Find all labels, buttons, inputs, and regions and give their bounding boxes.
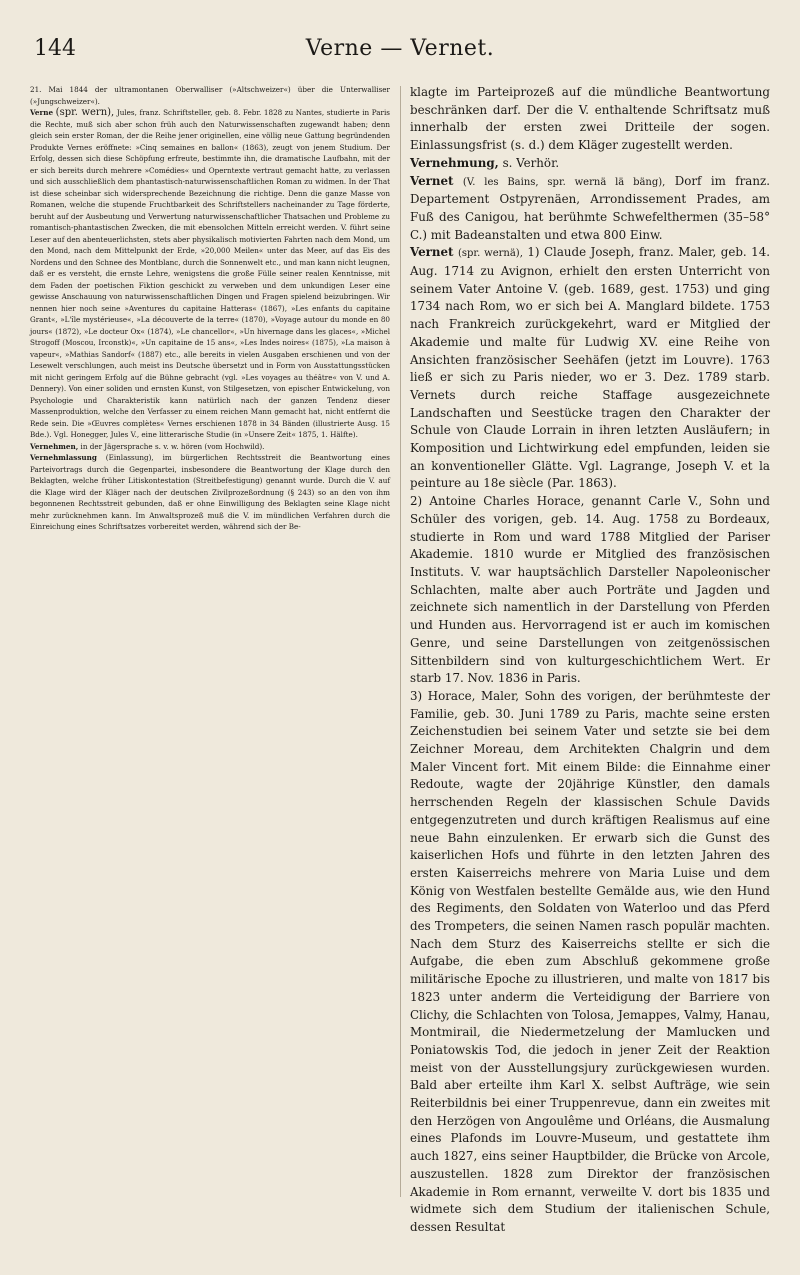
pronunciation: (spr. wern), <box>55 107 115 118</box>
text-columns <box>30 84 770 1237</box>
headword: Vernet <box>410 245 454 260</box>
pronunciation: (spr. wernä), <box>457 248 523 260</box>
right-column <box>410 84 770 1237</box>
headword: Verne <box>30 108 54 117</box>
running-head <box>30 30 770 68</box>
entry-vernehmlassung: Vernehmlassung (Einlassung), im bürgerlichen Rechtsstreit die Beantwortung eines Parteivortrags durch die Gegenpartei, insbesondere die Beantwortung der Klage durch den Beklagten, welche früher Litiskontestation (Streitbefestigung) genannt wurde. Durch die V. auf die Klage wird der Kläger nach der deutschen Zivilprozeßordnung (§ 243) so an den von ihm begonnenen Rechtsstreit gebunden, daß er ohne Einwilligung des Beklagten seine Klage nicht mehr zurücknehmen kann. Im Anwaltsprozeß muß die V. im mündlichen Verfahren durch die Einreichung eines Schriftsatzes vorbereitet werden, während sich der Be- <box>30 453 390 531</box>
paragraph: 21. Mai 1844 der ultramontanen Oberwalliser (»Altschweizer«) über die Unterwalliser (»Jungschweizer«). <box>30 85 390 106</box>
headword: Vernet <box>410 173 454 188</box>
headword: Vernehmlassung <box>30 453 97 462</box>
paragraph: klagte im Parteiprozeß auf die mündliche Beantwortung beschränken darf. Der die V. enthaltende Schriftsatz muß innerhalb der ersten zwei Dritteile der sogen. Einlassungsfrist (s. d.) dem Kläger zugestellt werden. <box>410 85 770 153</box>
column-divider <box>400 86 401 1197</box>
headword: Vernehmen, <box>30 441 79 451</box>
subentry-carle-vernet: 2) Antoine Charles Horace, genannt Carle V., Sohn und Schüler des vorigen, geb. 14. Aug. 1758 zu Bordeaux, studierte in Rom und ward 1788 Mitglied der Pariser Akademie. 1810 wurde er Mitglied des französischen Instituts. V. war hauptsächlich Darsteller Napoleonischer Schlachten, malte aber auch Porträte und Jagden und zeichnete sich namentlich in der Darstellung von Pferden und Hunden aus. Hervorragend ist er auch im komischen Genre, und seine Darstellungen von zeitgenössischen Sittenbildern sind von kulturgeschichtlichem Wert. Er starb 17. Nov. 1836 in Paris. <box>410 494 770 686</box>
subentry-horace-vernet: 3) Horace, Maler, Sohn des vorigen, der berühmteste der Familie, geb. 30. Juni 1789 zu Paris, machte seine ersten Zeichenstudien bei seinem Vater und setzte sie bei dem Zeichner Moreau, dem Architekten Chalgrin und dem Maler Vincent fort. Mit einem Bilde: die Einnahme einer Redoute, wagte der 20jährige Künstler, den damals herrschenden Regeln der klassischen Schule Davids entgegenzutreten und durch kräftigen Realismus auf eine neue Bahn einzulenken. Er erwarb sich die Gunst des kaiserlichen Hofs und führte in den letzten Jahren des ersten Kaiserreichs mehrere von Maria Luise und dem König von Westfalen bestellte Gemälde aus, wie den Hund des Regiments, den Soldaten von Waterloo und das Pferd des Trompeters, die seinen Namen rasch populär machten. Nach dem Sturz des Kaiserreichs stellte er sich die Aufgabe, die eben zum Abschluß gekommene große militärische Epoche zu illustrieren, und malte von 1817 bis 1823 unter anderm die Verteidigung der Barriere von Clichy, die Schlachten von Tolosa, Jemappes, Valmy, Hanau, Montmirail, die Niedermetzelung der Mamlucken und Poniatowskis Tod, die jedoch in jener Zeit der Reaktion meist von der Ausstellungsjury zurückgewiesen wurden. Bald aber erteilte ihm Karl X. selbst Aufträge, wie sein Reiterbildnis bei einer Truppenrevue, dann ein zweites mit den Herzögen von Angoulême und Orléans, die Ausmalung eines Plafonds im Louvre-Museum, und gestattete ihm auch 1827, eins seiner Hauptbilder, die Brücke von Arcole, auszustellen. 1828 zum Direktor der französischen Akademie in Rom ernannt, verweilte V. dort bis 1835 und widmete sich dem Studium der italienischen Schule, dessen Resultat <box>410 688 770 1234</box>
pronunciation: (V. les Bains, spr. wernä lä bäng), <box>462 176 666 188</box>
left-column <box>30 84 390 1237</box>
entry-vernet-painters: Vernet (spr. wernä), 1) Claude Joseph, franz. Maler, geb. 14. Aug. 1714 zu Avignon, erhielt den ersten Unterricht von seinem Vater Antoine V. (geb. 1689, gest. 1753) und ging 1734 nach Rom, wo er sich bei A. Manglard bildete. 1753 nach Frankreich zurückgekehrt, ward er Mitglied der Akademie und malte für Ludwig XV. eine Reihe von Ansichten französischer Seehäfen (jetzt im Louvre). 1763 ließ er sich zu Paris nieder, wo er 3. Dez. 1789 starb. Vernets durch reiche Staffage ausgezeichnete Landschaften und Seestücke tragen den Charakter der Schule von Claude Lorrain in ihren letzten Ausläufern; in Komposition und Lichtwirkung edel empfunden, leiden sie an konventioneller Glätte. Vgl. Lagrange, Joseph V. et la peinture au 18e siècle (Par. 1863). <box>410 245 771 491</box>
headword: Vernehmung, <box>410 155 499 170</box>
entry-vernet-place: Vernet (V. les Bains, spr. wernä lä bäng), Dorf im franz. Departement Ostpyrenäen, Arrondissement Prades, am Fuß des Canigou, hat berühmte Schwefelthermen (35–58° C.) mit Badeanstalten und etwa 800 Einw. <box>410 173 770 242</box>
entry-verne: Verne (spr. wern), Jules, franz. Schriftsteller, geb. 8. Febr. 1828 zu Nantes, studierte in Paris die Rechte, muß sich aber schon früh auch den Naturwissenschaften zugewandt haben; denn gleich sein erster Roman, der die Reihe jener originellen, eine völlig neue Gattung begründenden Produkte Vernes eröffnete: »Cinq semaines en ballon« (1863), zeugt von jenem Studium. Der Erfolg, dessen sich diese Schöpfung erfreute, bestimmte ihn, die dramatische Laufbahn, mit der er sich bereits durch mehrere »Comédies« und Operntexte vertraut gemacht hatte, zu verlassen und sich ausschließlich dem phantastisch-naturwissenschaftlichen Roman zu widmen. In der That ist diese scheinbar sich widersprechende Bezeichnung die richtige. Denn die ganze Masse von Romanen, welche die stupende Fruchtbarkeit des Schriftstellers nacheinander zu Tage förderte, beruht auf der Ausbeutung und Verwertung naturwissenschaftlicher Thatsachen und Probleme zu romantisch-phantastischen Zwecken, die mit ebensolchen Mitteln erreicht werden. V. führt seine Leser auf den abenteuerlichsten, stets aber physikalisch motivierten Fahrten nach dem Mond, um den Mond, nach dem Mittelpunkt der Erde, »20,000 Meilen« unter das Meer, auf das Eis des Nordens und den Schnee des Montblanc, durch die Sonnenwelt etc., und man kann nicht leugnen, daß er es versteht, die ernste Lehre, wenigstens die große Fülle seiner realen Kenntnisse, mit dem Faden der poetischen Fiktion geschickt zu verweben und dem unkundigen Leser eine gewisse Anschauung von naturwissenschaftlichen Dingen und Fragen spielend beizubringen. Wir nennen hier noch seine »Aventures du capitaine Hatteras« (1867), »Les enfants du capitaine Grant«, »L'île mystérieuse«, »La découverte de la terre« (1870), »Voyage autour du monde en 80 jours« (1872), »Le docteur Ox« (1874), »Le chancellor«, »Un hivernage dans les glaces«, »Michel Strogoff (Moscou, Irconstk)«, »Un capitaine de 15 ans«, »Les Indes noires« (1875), »La maison à vapeur«, »Mathias Sandorf« (1887) etc., alle bereits in vielen Ausgaben erschienen und von der Lesewelt verschlungen, auch meist ins Deutsche übersetzt und in Form von Ausstattungsstücken mit nicht geringem Erfolg auf die Bühne gebracht (vgl. »Les voyages au théâtre« von V. und A. Dennery). Von einer soliden und ernsten Kunst, von Stilgesetzen, von epischer Entwickelung, von Psychologie und Charakteristik kann natürlich nach der ganzen Tendenz dieser Massenproduktion, welche den Verfasser zu einem reichen Mann gemacht hat, nicht entfernt die Rede sein. Die »Œuvres complètes« Vernes erschienen 1878 in 34 Bänden (illustrierte Ausg. 15 Bde.). Vgl. Honegger, Jules V., eine litterarische Studie (in »Unsere Zeit« 1875, 1. Hälfte). <box>30 107 390 439</box>
entry-vernehmung: Vernehmung, s. Verhör. <box>410 155 560 170</box>
page-title: Verne — Vernet. <box>305 36 495 61</box>
page-number: 144 <box>34 36 76 61</box>
entry-vernehmen: Vernehmen, in der Jägersprache s. v. w. hören (vom Hochwild). <box>30 441 265 451</box>
